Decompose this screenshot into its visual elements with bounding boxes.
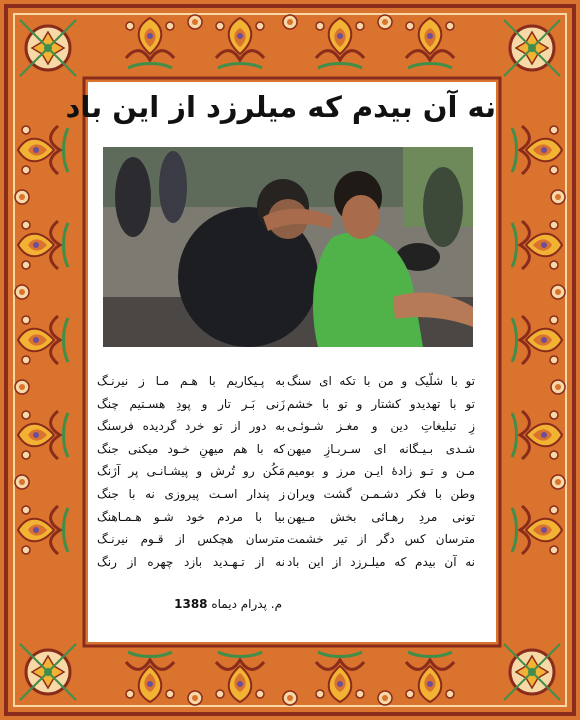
poem-line: بیا با مردم خود شـو هـمـاهنگ	[97, 509, 285, 524]
poem-line: تو با تهدیدو کشتار و تو با خشم	[287, 396, 475, 411]
poem-line: زَنی بَـر تار و پودِ هسـتیم چنگ	[97, 396, 285, 411]
poem-line: مَکُن رو تُرش و پیشـانـی پر آژنگ	[97, 464, 285, 479]
poem-line: مـن و تـو زادهٔ ایـن مرز و بومیم	[287, 464, 475, 479]
poem-line: شـدی بـیـگانه ای سـربـازِ میهن	[287, 441, 475, 456]
poem-line: زِ تبلیغاتِ دین و مغـز شـوئـی	[287, 419, 475, 434]
poem-title: نه آن بیدم که میلرزد از این باد	[65, 90, 496, 124]
protest-photo	[103, 147, 473, 347]
poem-line: نه از تـهـدید بازد چهره از رنگ	[97, 554, 285, 569]
poem-line: به دور از تو خرد گردیده فرسنگ	[97, 419, 285, 434]
poem-line: وطن با فکر دشـمـن گشت ویران	[287, 486, 475, 501]
signature-year: 1388	[174, 597, 208, 611]
poem-signature	[92, 597, 282, 611]
poem-line: ز پندار اسـت پیروزی نه با جنگ	[97, 486, 285, 501]
poem-line: به پـیکاریم با هـم مـا ز نیرنـگ	[97, 374, 285, 388]
poem-line: تو با شلّیک و من با تکه ای سنگ	[287, 374, 475, 388]
poem-line: مترسان هچکس از قـوم نیرنـگ	[97, 532, 285, 547]
poem-line: که با هم میهنِ خـود میکنی جنگ	[97, 441, 285, 456]
poem-line: نه آن بیدم که میلـرزد از این باد	[287, 554, 475, 569]
poem-right-column	[287, 370, 475, 573]
poem-line: مترسان کس دگر از تیر خشمت	[287, 532, 475, 547]
poem-line: تونی مردِ رهـائی بخش مـیهن	[287, 509, 475, 524]
poem-left-column	[97, 370, 285, 573]
signature-text: م. پدرام دیماه	[211, 597, 282, 611]
